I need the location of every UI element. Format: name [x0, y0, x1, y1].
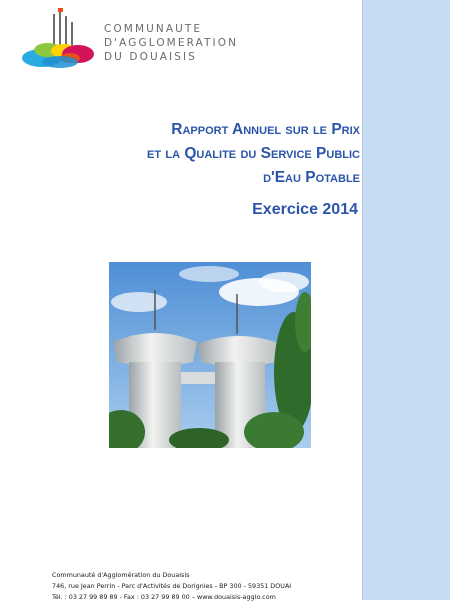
water-towers-photo	[109, 262, 311, 448]
footer-address	[52, 570, 362, 603]
side-band-edge	[362, 0, 363, 600]
footer-line-1: Communauté d'Agglomération du Douaisis	[52, 571, 190, 579]
org-name-line-3: DU DOUAISIS	[104, 51, 197, 63]
cad-logo	[20, 6, 98, 76]
org-name-line-1: COMMUNAUTE	[104, 23, 203, 35]
footer-line-2: 746, rue Jean Perrin - Parc d'Activités de Dorignies - BP 300 - 59351 DOUAI	[52, 582, 292, 590]
org-name-line-2: D'AGGLOMERATION	[104, 37, 239, 49]
footer-line-3: Tél. : 03 27 99 89 89 - Fax : 03 27 99 89 00 – www.douaisis-agglo.com	[52, 593, 276, 601]
report-title-line-1: Rapport Annuel sur le Prix	[171, 121, 360, 138]
report-year: Exercice 2014	[252, 201, 358, 218]
report-title-line-2: et la Qualite du Service Public	[147, 145, 360, 162]
organization-name	[104, 22, 238, 64]
report-title-line-3: d'Eau Potable	[263, 169, 360, 186]
report-title	[80, 118, 360, 190]
decorative-side-band	[362, 0, 450, 600]
